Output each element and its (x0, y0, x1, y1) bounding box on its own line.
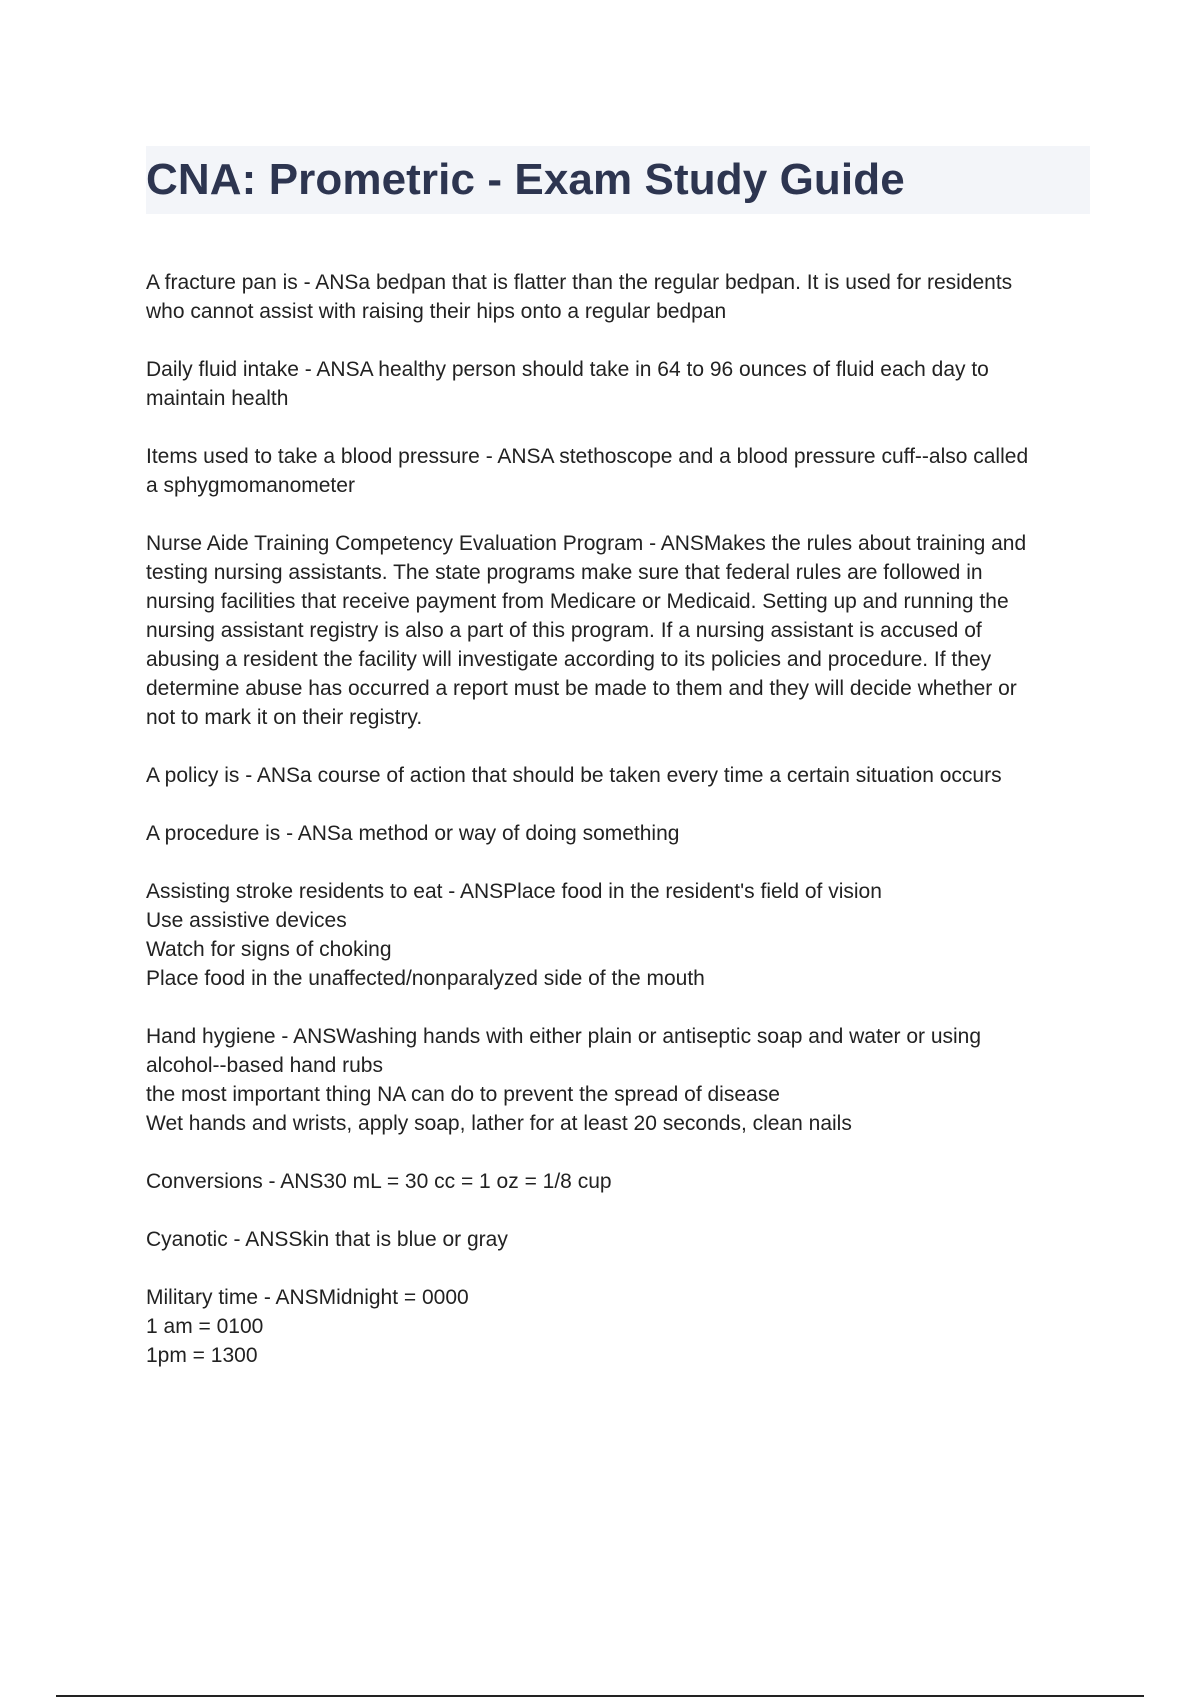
entry-line: a sphygmomanometer (146, 474, 355, 497)
bottom-rule (56, 1695, 1144, 1697)
entry-line: determine abuse has occurred a report must be made to them and they will decide whether or (146, 677, 1017, 700)
entry-line: alcohol--based hand rubs (146, 1054, 383, 1077)
entry-line: A fracture pan is - ANSa bedpan that is flatter than the regular bedpan. It is used for residents (146, 271, 1013, 294)
study-guide-content (146, 268, 1090, 1399)
entry-line: A procedure is - ANSa method or way of doing something (146, 822, 680, 845)
entry-natcep (146, 529, 1090, 732)
entry-fracture-pan (146, 268, 1090, 326)
entry-line: Use assistive devices (146, 909, 347, 932)
entry-line: 1 am = 0100 (146, 1315, 264, 1338)
entry-line: nursing assistant registry is also a part of this program. If a nursing assistant is accused of (146, 619, 982, 642)
entry-line: not to mark it on their registry. (146, 706, 423, 729)
entry-line: 1pm = 1300 (146, 1344, 258, 1367)
entry-line: who cannot assist with raising their hips onto a regular bedpan (146, 300, 727, 323)
entry-line: Watch for signs of choking (146, 938, 392, 961)
entry-line: testing nursing assistants. The state programs make sure that federal rules are followed in (146, 561, 983, 584)
entry-line: Wet hands and wrists, apply soap, lather for at least 20 seconds, clean nails (146, 1112, 852, 1135)
entry-line: Nurse Aide Training Competency Evaluation Program - ANSMakes the rules about training and (146, 532, 1027, 555)
entry-line: maintain health (146, 387, 289, 410)
entry-line: Daily fluid intake - ANSA healthy person should take in 64 to 96 ounces of fluid each day to (146, 358, 989, 381)
entry-military-time (146, 1283, 1090, 1370)
entry-line: Hand hygiene - ANSWashing hands with either plain or antiseptic soap and water or using (146, 1025, 982, 1048)
entry-policy (146, 761, 1090, 790)
entry-hand-hygiene (146, 1022, 1090, 1138)
page-title: CNA: Prometric - Exam Study Guide (146, 155, 905, 204)
entry-line: Cyanotic - ANSSkin that is blue or gray (146, 1228, 508, 1251)
entry-line: abusing a resident the facility will investigate according to its policies and procedure. If they (146, 648, 992, 671)
entry-line: Conversions - ANS30 mL = 30 cc = 1 oz = 1/8 cup (146, 1170, 612, 1193)
entry-conversions (146, 1167, 1090, 1196)
entry-line: Assisting stroke residents to eat - ANSPlace food in the resident's field of vision (146, 880, 882, 903)
entry-cyanotic (146, 1225, 1090, 1254)
entry-line: the most important thing NA can do to prevent the spread of disease (146, 1083, 780, 1106)
entry-line: Military time - ANSMidnight = 0000 (146, 1286, 469, 1309)
entry-line: Place food in the unaffected/nonparalyzed side of the mouth (146, 967, 705, 990)
entry-procedure (146, 819, 1090, 848)
entry-line: A policy is - ANSa course of action that should be taken every time a certain situation occurs (146, 764, 1002, 787)
entry-stroke-eating (146, 877, 1090, 993)
entry-line: Items used to take a blood pressure - ANSA stethoscope and a blood pressure cuff--also called (146, 445, 1029, 468)
entry-blood-pressure-items (146, 442, 1090, 500)
entry-line: nursing facilities that receive payment from Medicare or Medicaid. Setting up and running the (146, 590, 1009, 613)
entry-daily-fluid-intake (146, 355, 1090, 413)
